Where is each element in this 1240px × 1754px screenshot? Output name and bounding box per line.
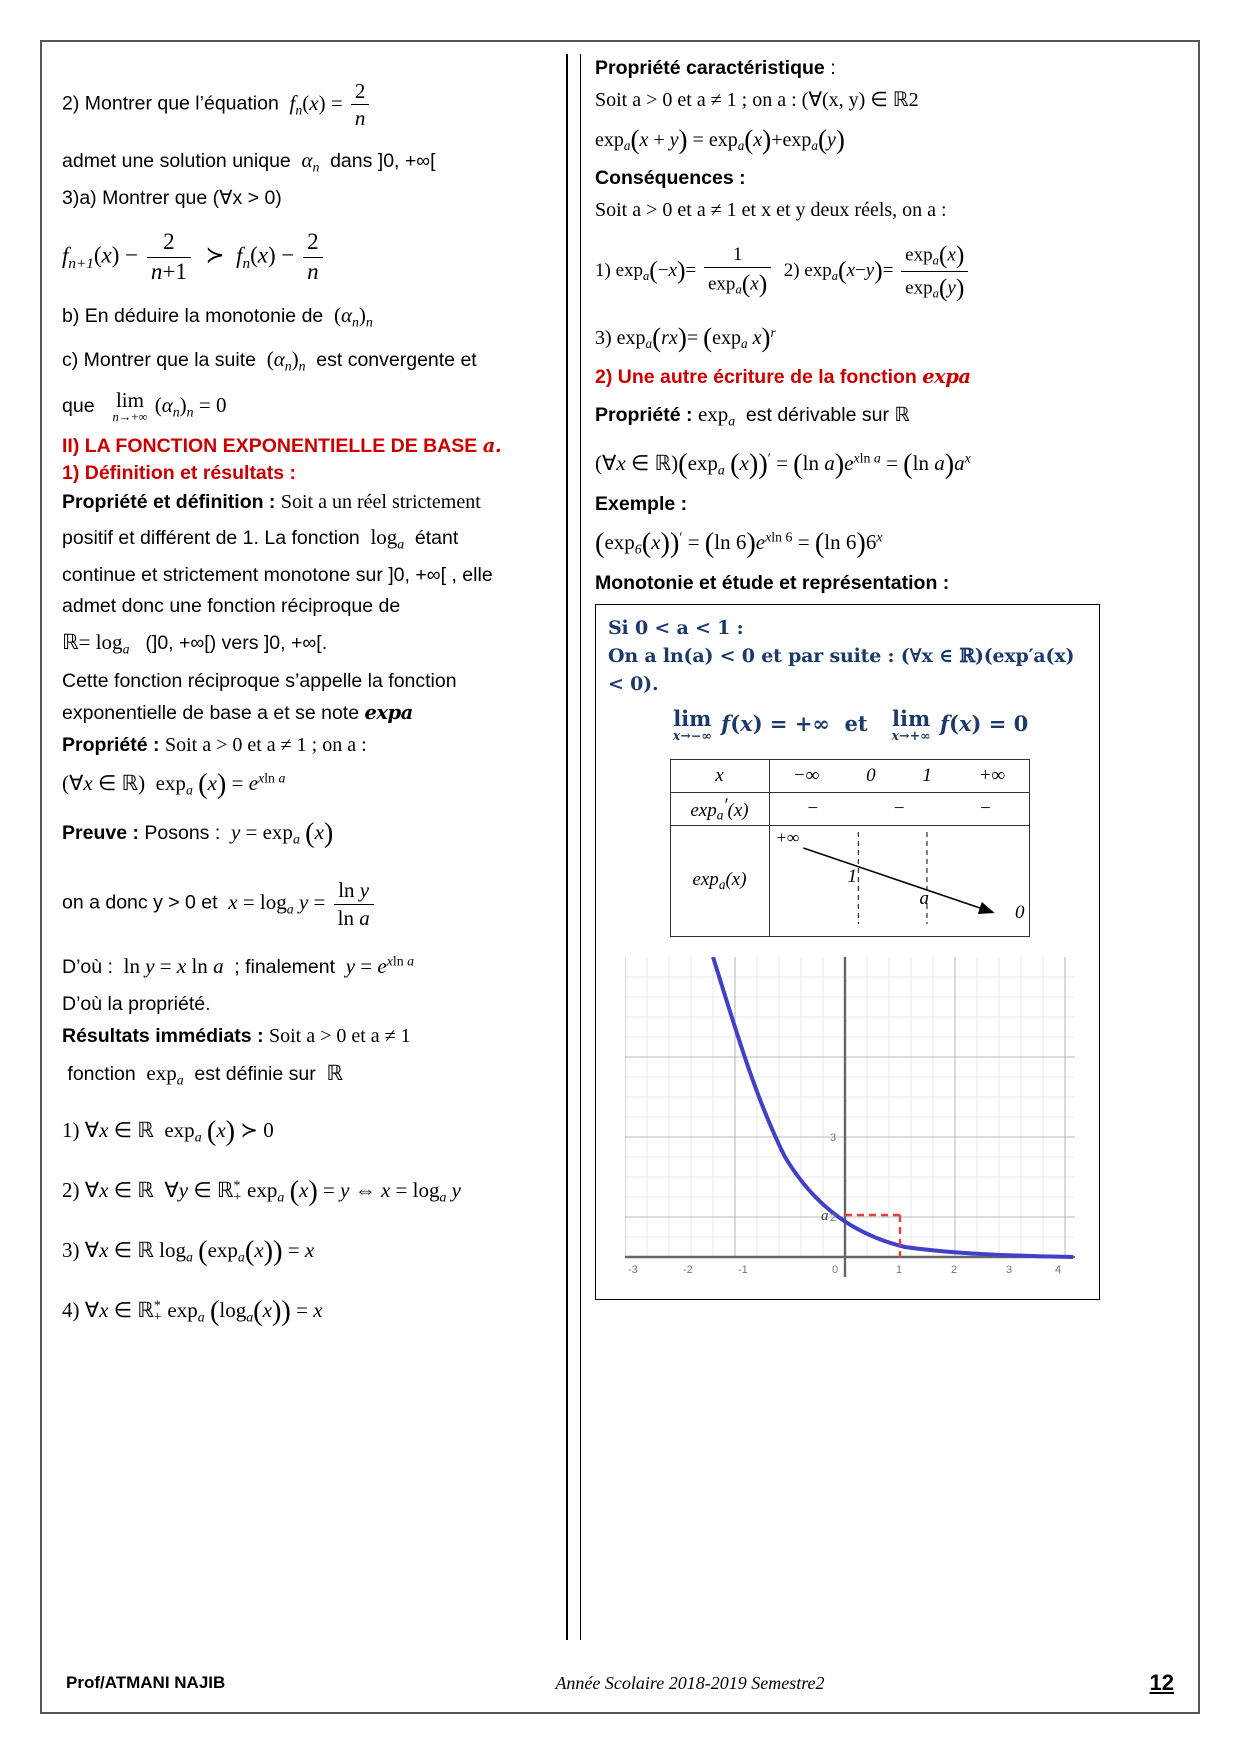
- prop-def-text: Soit a un réel strictement: [280, 490, 481, 513]
- heading-section-2: [595, 362, 1182, 392]
- table-row-derivative: [670, 792, 1029, 825]
- question-2-text: 2) Montrer que l’équation: [62, 92, 279, 115]
- x-val-0: −∞: [792, 764, 820, 786]
- document-page: [40, 40, 1200, 1714]
- preuve-label: Preuve :: [62, 822, 139, 845]
- resultats-line2: [62, 1060, 554, 1089]
- question-3b: [62, 302, 554, 331]
- var-mid-1: 1: [847, 865, 857, 887]
- prop-formula-line: [62, 768, 554, 802]
- svg-text:3: 3: [1005, 1263, 1012, 1276]
- question-3c: [62, 346, 554, 375]
- question-2-formula: $f_n(x)$ = $\frac{2}{n}$: [284, 91, 372, 115]
- monotonie-figure-box: [595, 604, 1100, 1299]
- consequences-text: Soit a > 0 et a ≠ 1 et x et y deux réels, on a :: [595, 198, 947, 221]
- prop-car-text: Soit a > 0 et a ≠ 1 ; on a : (∀(x, y) ∈ ℝ2: [595, 89, 919, 112]
- exponential-graph: [625, 957, 1075, 1287]
- R-equals-log: ℝ= $\log_a$: [62, 630, 130, 657]
- heading-section-II: [62, 433, 554, 459]
- var-top-value: +∞: [775, 827, 800, 847]
- prop-def-line4: admet donc une fonction réciproque de: [62, 595, 401, 618]
- box-line2-text: On a ln(a) < 0 et par suite : (∀x ∈ ℝ)(exp′a(x) < 0).: [608, 644, 1075, 695]
- result-item-1: [62, 1115, 554, 1149]
- preuve-l2-formula: $x = \log_a y$ = $\frac{\text{ln y}}{\text{ln a}}$: [223, 890, 377, 914]
- question-3c-limit: [62, 390, 554, 425]
- graph-svg: [625, 957, 1075, 1287]
- prop-car-formula: $\exp_a(x + y) = \exp_a(x)+\exp_a(y)$: [595, 124, 845, 155]
- box-line-2: [608, 643, 1091, 698]
- log-a-symbol: $\log_a$: [365, 524, 405, 551]
- exp-a-symbol-right: $\exp_a$: [697, 401, 736, 429]
- svg-text:2: 2: [950, 1263, 957, 1276]
- dou-line1: [62, 953, 554, 982]
- q3c-que: que: [62, 395, 95, 418]
- q3c-part2: est convergente et: [316, 348, 477, 371]
- exemple-formula-line: [595, 527, 1182, 561]
- two-column-layout: [52, 54, 1188, 1640]
- prop-text: Soit a > 0 et a ≠ 1 ; on a :: [164, 734, 367, 757]
- page-footer: [42, 1670, 1198, 1696]
- box-limits: lim x→−∞ f(x) = +∞ et lim x→+∞ f(x) = 0: [672, 706, 1029, 744]
- cell-deriv-values: [769, 792, 1029, 825]
- prop-def-label: Propriété et définition :: [62, 490, 276, 513]
- heading-definition: 1) Définition et résultats :: [62, 462, 297, 485]
- x-val-2: 1: [922, 764, 932, 786]
- prop-car-label: Propriété caractéristique: [595, 57, 825, 79]
- footer-center: Année Scolaire 2018-2019 Semestre2: [555, 1672, 825, 1693]
- res-text: Soit a > 0 et a ≠ 1: [268, 1025, 411, 1048]
- cell-x-label: x: [670, 759, 769, 792]
- question-2-continuation: [62, 147, 554, 176]
- variation-table: [670, 759, 1030, 937]
- footer-author: Prof/ATMANI NAJIB: [66, 1673, 226, 1692]
- prop-car-colon: :: [830, 57, 836, 79]
- result-item-4: [62, 1295, 554, 1329]
- exemple-formula: $(\exp_6(x))' = (\ln$ $6)e^{xln 6} = (\ln$ 6)6$^x$: [595, 528, 883, 560]
- deriv-sign-1: −: [892, 797, 906, 819]
- x-val-3: +∞: [978, 764, 1006, 786]
- prop-def-line3: continue et strictement monotone sur ]0, +∞[ , elle: [62, 563, 493, 586]
- prop-formula: (∀x ∈ ℝ) $\exp_a (x) = e^{xln a}$: [62, 769, 286, 801]
- prop-def-l2a: positif et différent de 1. La fonction: [62, 526, 360, 549]
- conseq-2-formula: 2) $\exp_a(x-y)=$ $\frac{\exp_a(x)}{\exp_a(y)}$: [779, 260, 971, 281]
- R-symbol: ℝ: [321, 1060, 344, 1085]
- x-val-1: 0: [866, 764, 876, 786]
- q3b-text: b) En déduire la monotonie de: [62, 304, 324, 327]
- exemple-label: Exemple :: [595, 492, 688, 515]
- table-row-x: [670, 759, 1029, 792]
- deriv-sign-2: −: [978, 797, 992, 819]
- heading-II-text: II) LA FONCTION EXPONENTIELLE DE BASE: [62, 434, 478, 457]
- result-item-2: [62, 1175, 554, 1209]
- preuve-line: [62, 817, 554, 851]
- dou-l1c: ; finalement: [234, 955, 336, 978]
- propriete-derivable-line: [595, 401, 1182, 430]
- prop-car-formula-line: [595, 123, 1182, 155]
- footer-page-number: 12: [1149, 1670, 1174, 1695]
- q2-interval: dans ]0, +∞[: [330, 149, 436, 172]
- question-3a-formula: $f_{n+1}(x)$ − $\frac{2}{n+1}$ ≻ $f_n(x)$ − $\frac{2}{n}$: [62, 228, 554, 287]
- reciprocal-line1: Cette fonction réciproque s’appelle la fonction: [62, 669, 457, 692]
- right-column: [585, 54, 1188, 1640]
- derivative-formula-line: [595, 448, 1182, 482]
- preuve-formula: $y = \exp_a (x)$: [230, 818, 334, 850]
- box-line-1: [608, 615, 1091, 643]
- cell-fun-label: $\exp_a(x)$: [670, 825, 769, 936]
- cell-variation: [769, 825, 1029, 936]
- res-label: Résultats immédiats :: [62, 1025, 264, 1048]
- prop-def-line2: [62, 524, 554, 553]
- dou-formula1: ln y = x ln a: [118, 953, 224, 978]
- q3b-sequence: $(\alpha_n)_n$: [328, 302, 373, 329]
- derivative-formula: (∀x ∈ $ℝ)(\exp_a$ (x))′ = (ln $a)e^{xln a} = (\ln$ $a)a^x$: [595, 448, 971, 480]
- consequences-row-1-2: [595, 239, 1182, 304]
- consequences-label: Conséquences :: [595, 166, 746, 189]
- svg-text:3: 3: [829, 1131, 836, 1144]
- res-l2a: fonction: [67, 1062, 136, 1085]
- item4-formula: 4) ∀x ∈ ℝ*$_+$ $\exp_a (\log_a(x)) = x$: [62, 1295, 323, 1327]
- var-end-value: 0: [1015, 901, 1025, 923]
- prop-def-l2c: étant: [414, 526, 459, 549]
- svg-text:-2: -2: [682, 1263, 693, 1276]
- question-3a: 3)a) Montrer que (∀x > 0): [62, 186, 282, 209]
- monotonie-label: Monotonie et étude et représentation :: [595, 572, 950, 595]
- graph-label-a: a: [820, 1207, 828, 1224]
- q3c-part1: c) Montrer que la suite: [62, 348, 257, 371]
- heading-II-base: a.: [482, 433, 502, 457]
- left-column: [52, 54, 562, 1640]
- res-l2c: est définie sur: [194, 1062, 316, 1085]
- dou-line2: D’où la propriété.: [62, 993, 211, 1016]
- svg-text:4: 4: [1054, 1263, 1061, 1276]
- heading-2-text: 2) Une autre écriture de la fonction: [595, 366, 917, 389]
- propriete-line: [62, 730, 554, 760]
- variation-arrow-svg: [770, 826, 1029, 930]
- heading-2-expa: expa: [922, 365, 971, 389]
- svg-text:-3: -3: [627, 1263, 638, 1276]
- limit-expression: lim n→+∞ $(\alpha_n)_n = 0$: [112, 388, 227, 424]
- svg-text:0: 0: [831, 1263, 838, 1276]
- conseq-3-formula: 3) $\exp_a(rx)= (\exp_a$ x)$^r$: [595, 323, 776, 354]
- preuve-line2: [62, 877, 554, 931]
- q3c-sequence: $(\alpha_n)_n$: [261, 346, 306, 374]
- svg-text:-1: -1: [737, 1263, 748, 1276]
- prop-label: Propriété :: [62, 734, 160, 757]
- right-prop-text: est dérivable sur ℝ: [745, 403, 910, 426]
- box-line1-text: Si 0 < a < 1 :: [608, 617, 744, 640]
- conseq-1-formula: 1) $\exp_a(-x)=$ $\frac{1}{\exp_a(x)}$: [595, 260, 779, 281]
- prop-def-line5: [62, 629, 554, 658]
- deriv-sign-0: −: [806, 797, 820, 819]
- propriete-definition: [62, 489, 554, 516]
- var-mid-2: a: [919, 887, 929, 909]
- item2-formula: 2) ∀x ∈ ℝ ∀y ∈ ℝ*$_+$ $\exp_a (x) = y$ ⇔ $x = \log_a y$: [62, 1175, 461, 1207]
- svg-text:2: 2: [829, 1211, 836, 1224]
- expa-symbol: expa: [364, 700, 413, 724]
- table-row-variation: [670, 825, 1029, 936]
- reciprocal-line2: [62, 698, 554, 728]
- cell-deriv-label: $\exp_a'(x)$: [670, 792, 769, 825]
- item1-formula: 1) ∀x ∈ ℝ $\exp_a (x)$ ≻ 0: [62, 1115, 274, 1147]
- cell-x-values: [769, 759, 1029, 792]
- dou-l1a: D’où :: [62, 955, 113, 978]
- alpha-n: $\alpha_n$: [301, 147, 320, 174]
- right-prop-label: Propriété :: [595, 403, 693, 426]
- item3-formula: 3) ∀x ∈ ℝ $\log_a (\exp_a(x)) = x$: [62, 1235, 315, 1267]
- prop-def-l5b: (]0, +∞[) vers ]0, +∞[.: [145, 632, 328, 655]
- exp-a-symbol: $\exp_a$: [141, 1060, 184, 1087]
- result-item-3: [62, 1235, 554, 1269]
- column-divider: [566, 54, 581, 1640]
- question-2: [62, 78, 554, 132]
- svg-text:1: 1: [895, 1263, 902, 1276]
- consequences-row-3: [595, 322, 1182, 354]
- recip-l2a: exponentielle de base a et se note: [62, 701, 360, 724]
- preuve-l2a: on a donc y > 0 et: [62, 891, 218, 914]
- propriete-caracteristique-line: [595, 54, 1182, 83]
- preuve-text: Posons :: [144, 822, 221, 845]
- q2-cont-text: admet une solution unique: [62, 149, 291, 172]
- resultats-line: [62, 1021, 554, 1051]
- dou-formula2: $y = e^{xln a}$: [345, 953, 415, 978]
